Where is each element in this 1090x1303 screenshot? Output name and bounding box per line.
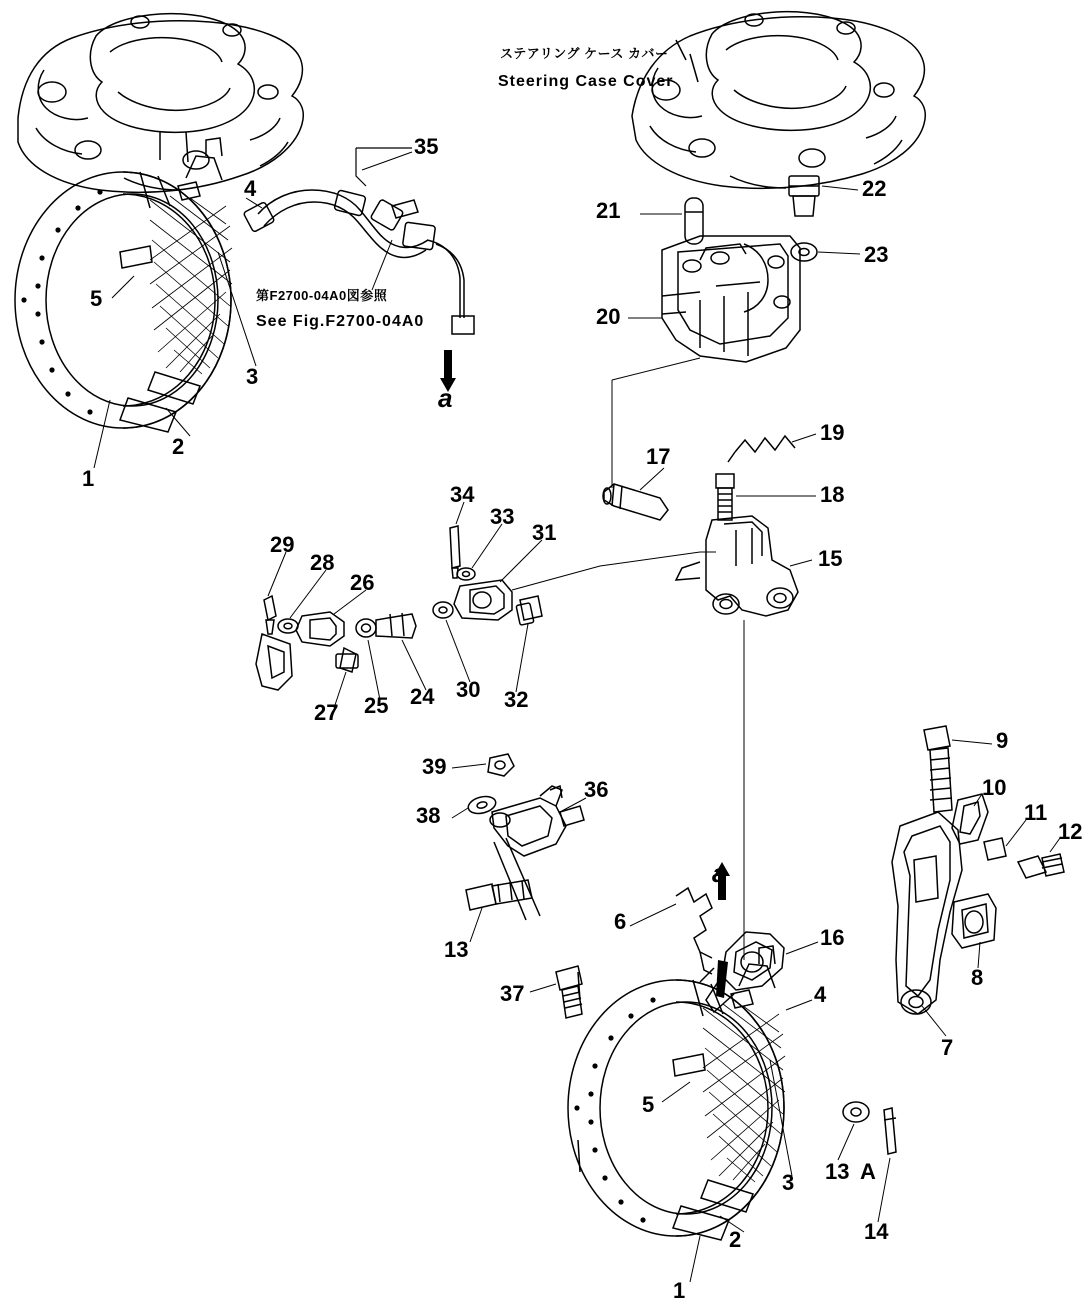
reference-note-jp: 第F2700-04A0図参照 [256,288,388,303]
callout-31: 31 [532,520,557,545]
callout-15: 15 [818,546,843,571]
bracket-20 [662,236,800,362]
pin-14 [884,1108,896,1154]
callout-20: 20 [596,304,621,329]
callout-6: 6 [614,909,627,934]
callout-17: 17 [646,444,671,469]
callout-1: 1 [82,466,95,491]
reference-note-en: See Fig.F2700-04A0 [256,313,425,330]
washer-23 [791,243,817,261]
steering-case-cover-title-jp: ステアリング ケース カバー [500,46,669,61]
callout-13-lower: 13 [825,1159,850,1184]
callout-36: 36 [584,777,609,802]
callout-33: 33 [490,504,515,529]
callout-18: 18 [820,482,845,507]
callout-14: 14 [864,1219,889,1244]
callout-5-lower: 5 [642,1092,655,1117]
callout-1-lower: 1 [673,1278,686,1303]
callout-19: 19 [820,420,845,445]
callout-8: 8 [971,965,984,990]
callout-22: 22 [862,176,887,201]
callout-16: 16 [820,925,845,950]
pin-21 [685,198,703,244]
rod-17 [603,484,668,520]
brake-band-lower [568,946,785,1240]
steering-case-cover-left [18,14,303,193]
callout-7: 7 [941,1035,954,1060]
callout-24: 24 [410,684,435,709]
callout-30: 30 [456,677,481,702]
callout-2: 2 [172,434,185,459]
callout-32: 32 [504,687,529,712]
washer-38 [466,794,497,816]
bolt-13 [466,880,532,910]
nut-39 [488,754,514,776]
linkage-24-34 [256,526,542,690]
spring-6 [676,888,712,974]
callout-A: A [860,1159,876,1184]
callout-34: 34 [450,482,475,507]
steering-case-cover-title-en: Steering Case Cover [498,73,674,90]
bolt-18 [716,474,734,520]
lever-16 [700,932,784,1012]
callout-11: 11 [1024,800,1048,825]
callout-9: 9 [996,728,1009,753]
callout-5: 5 [90,286,103,311]
callout-4: 4 [244,176,257,201]
callout-23: 23 [864,242,889,267]
callout-3-lower: 3 [782,1170,795,1195]
callout-12: 12 [1058,819,1083,844]
callout-10: 10 [982,775,1007,800]
callout-4-lower: 4 [814,982,827,1007]
section-marker-a-1: a [438,383,453,413]
callout-38: 38 [416,803,441,828]
leader-lines [94,152,1060,1282]
steering-case-cover-right [632,12,925,189]
callout-37: 37 [500,981,525,1006]
hose-assembly-35 [243,148,474,334]
washer-13A [843,1102,869,1122]
callout-26: 26 [350,570,375,595]
callout-2-lower: 2 [729,1227,742,1252]
bracket-36 [490,786,584,920]
callout-3: 3 [246,364,259,389]
callout-25: 25 [364,693,389,718]
callout-29: 29 [270,532,295,557]
callout-35: 35 [414,134,439,159]
callout-13: 13 [444,937,469,962]
lever-15 [676,516,798,616]
section-marker-a-2: a [712,858,727,888]
callout-28: 28 [310,550,335,575]
plug-22 [789,176,819,216]
callout-21: 21 [596,198,621,223]
section-arrow-markers [440,350,730,900]
callout-39: 39 [422,754,447,779]
brake-band-left [15,138,232,432]
callout-27: 27 [314,700,339,725]
spring-19 [728,436,795,462]
